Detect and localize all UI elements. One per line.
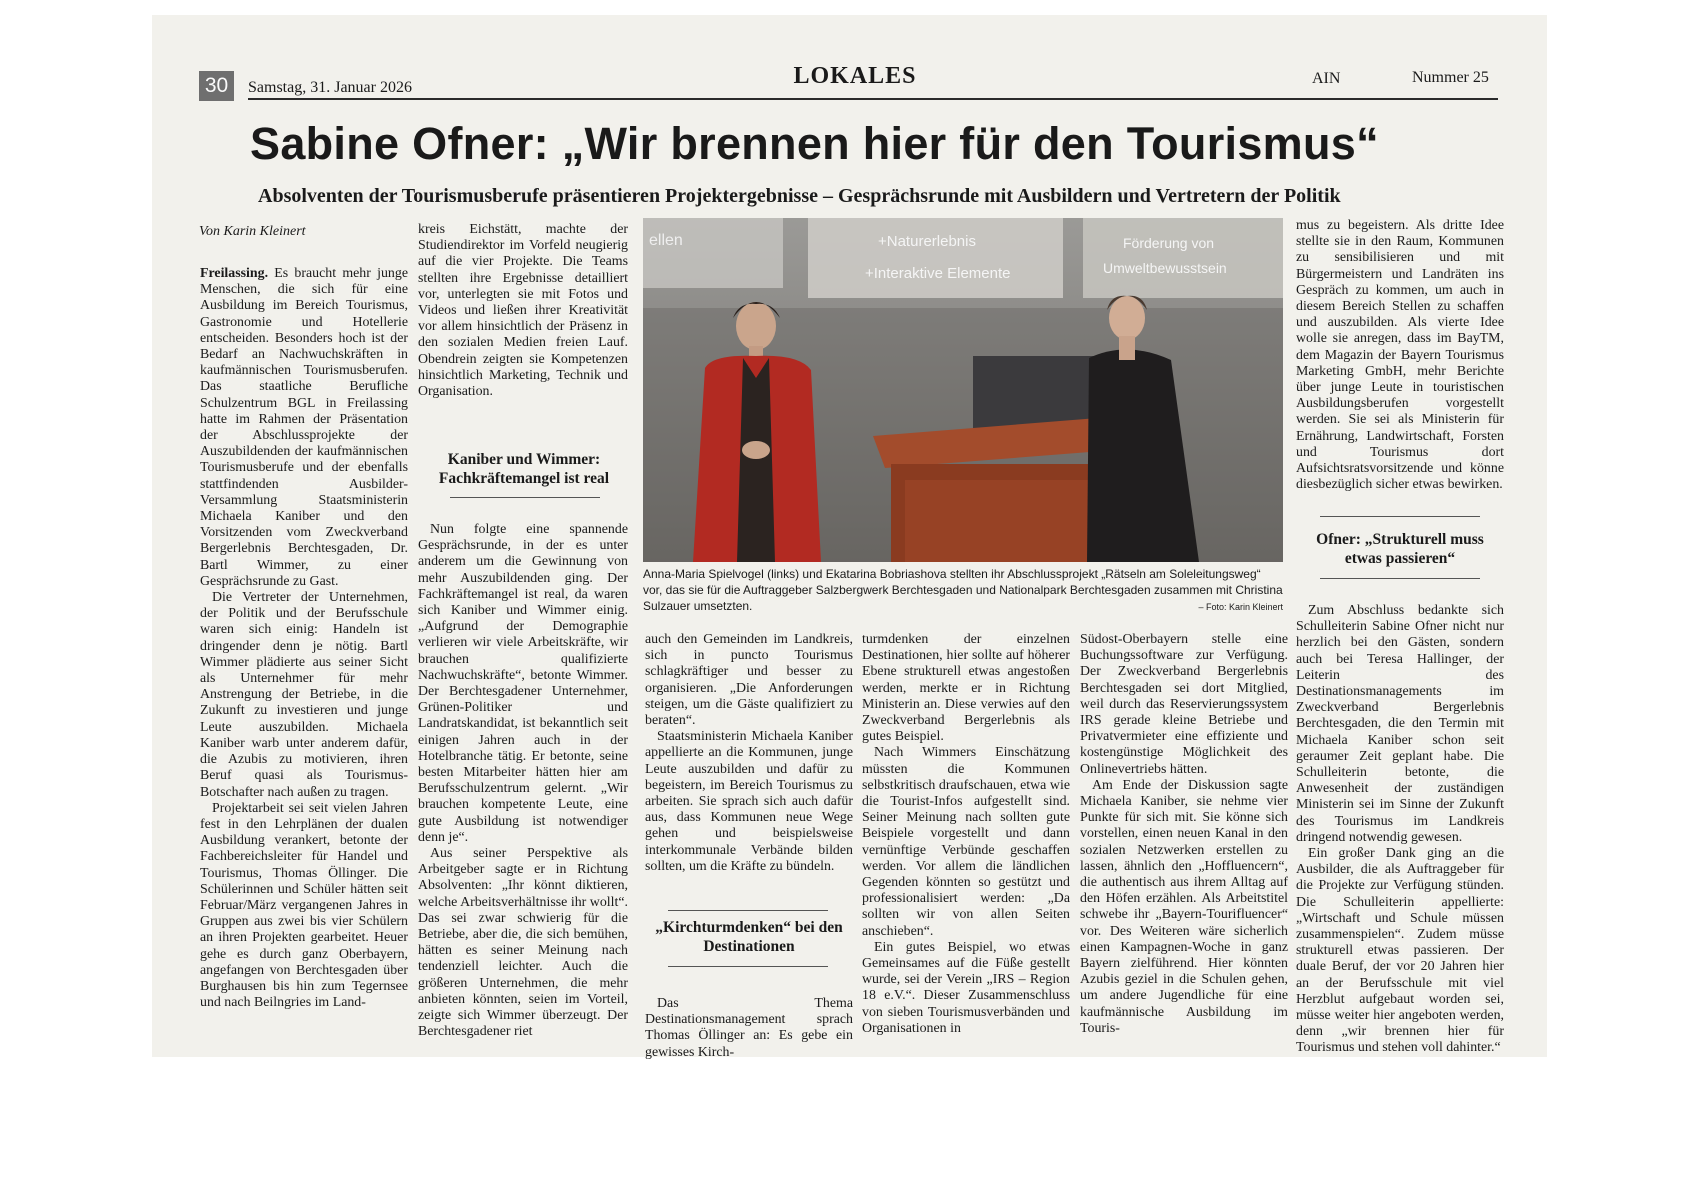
paragraph: Die Vertreter der Unternehmen, der Politik und der Berufsschule waren sich einig: Handeln ist dringender denn je nötig. Bartl Wimmer plädierte aus seiner Sicht als Unternehmer für mehr Anstrengung der Betriebe, in die Zukunft zu investieren und junge Leute auszubilden. Michaela Kaniber warb unter anderem dafür, die Azubis zu motivieren, ihren Beruf quasi als Tourismus-Botschafter nach außen zu tragen. <box>200 590 408 800</box>
subheading-rule <box>450 497 600 498</box>
paragraph: Nach Wimmers Einschätzung müssten die Kommunen selbstkritisch draufschauen, etwa wie die Tourist-Infos aufgestellt sind. Seiner Meinung nach sollten gute Beispiele vorgestellt und dann vernünftige Verbünde geschaffen werden. Vor allem die ländlichen Gegenden könnten so gestützt und professionalisiert werden: „Da sollten wir von allen Seiten anschieben“. <box>862 745 1070 939</box>
projection-screen-center <box>808 218 1063 298</box>
photo-credit: – Foto: Karin Kleinert <box>1198 602 1283 612</box>
photo-caption: Anna-Maria Spielvogel (links) und Ekatarina Bobriashova stellten ihr Abschlussprojekt „Rätseln am Soleleitungsweg“ vor, das sie für die Auftraggeber Salzbergwerk Berchtesgaden und Nationalpark Berchtesgaden zusammen mit Christina Sulzauer umsetzten. <box>643 567 1283 613</box>
slide-text: Förderung von <box>1123 235 1215 251</box>
paragraph: Südost-Oberbayern stelle eine Buchungssoftware zur Verfügung. Der Zweckverband Bergerlebnis Berchtesgaden sei dort Mitglied, weil durch das Reservierungssystem IRS gerade kleine Betriebe und Privatvermieter eine effiziente und kostengünstige Möglichkeit des Onlinevertriebs hätten. <box>1080 632 1288 777</box>
paragraph: Aus seiner Perspektive als Arbeitgeber sagte er in Richtung Absolventen: „Ihr könnt diktieren, welche Arbeitsverhältnisse ihr wollt“. Das sei zwar schwierig für die Betriebe, aber die, die sich bemühen, hätten es seiner Meinung nach tendenziell leichter. Auch die größeren Unternehmen, die mehr anbieten könnten, seien im Vorteil, zeigte sich Wimmer überzeugt. Der Berchtesgadener riet <box>418 846 628 1040</box>
edition-label: AIN <box>1312 70 1341 87</box>
slide-text: ellen <box>649 232 683 249</box>
paragraph: Projektarbeit sei seit vielen Jahren fest in den Lehrplänen der dualen Ausbildung verankert, betonte der Fachbereichsleiter für Handel und Tourismus, Thomas Öllinger. Die Schülerinnen und Schüler hätten seit Februar/März vergangenen Jahres in Gruppen aus zwei bis vier Schülern an ihren Projekten gearbeitet. Heuer gehe es durch ganz Oberbayern, angefangen von Berchtesgaden über Burghausen bis hin zum Tegernsee und nach Beilngries im Land- <box>200 800 408 1011</box>
paragraph: turmdenken der einzelnen Destinationen, hier sollte auf höherer Ebene strukturell etwas angestoßen werden, merkte er in Richtung Ministerin an. Diese verwies auf den Zweckverband Bergerlebnis als gutes Beispiel. <box>862 632 1070 745</box>
subheading-kaniber-wimmer: Kaniber und Wimmer: Fachkräftemangel ist real <box>438 451 610 487</box>
article-column-4 <box>862 632 1070 1037</box>
paragraph: mus zu begeistern. Als dritte Idee stellte sie in den Raum, Kommunen zu sensibilisieren und mit Bürgermeistern und Landräten ins Gespräch zu kommen, um auch in diesem Bereich Stellen zu schaffen und auszubilden. Als vierte Idee wolle sie anregen, dass im BayTM, dem Magazin der Bayern Tourismus Marketing GmbH, mehr Berichte über junge Leute in touristischen Ausbildungsberufen vorgestellt werden. Sie sei als Ministerin für Ernährung, Landwirtschaft, Forsten und Tourismus dort Aufsichtsratsvorsitzende und könne diesbezüglich sicher etwas bewirken. <box>1296 218 1504 493</box>
article-column-5 <box>1080 632 1288 1037</box>
article-column-2b <box>418 522 628 1041</box>
article-headline: Sabine Ofner: „Wir brennen hier für den Tourismus“ <box>250 118 1379 169</box>
subheading-rule <box>1320 516 1480 517</box>
article-column-2a <box>418 222 628 400</box>
paragraph <box>200 266 408 590</box>
issue-date: Samstag, 31. Januar 2026 <box>248 79 412 96</box>
paragraph: Ein großer Dank ging an die Ausbilder, die als Auftraggeber für die Projekte zur Verfügung stünden. Die Schulleiterin appellierte: „Wirtschaft und Schule müssen zusammenspielen“. Zudem müsse strukturell etwas passieren. Der duale Beruf, der vor 20 Jahren hier an der Berufsschule mit viel Herzblut aufgebaut worden sei, müsse weiter hier angeboten werden, denn „wir brennen hier für Tourismus und stehen voll dahinter.“ <box>1296 846 1504 1056</box>
paragraph: auch den Gemeinden im Landkreis, sich in puncto Tourismus schlagkräftiger und besser zu organisieren. „Die Anforderungen steigen, um die Gäste qualifiziert zu beraten“. <box>645 632 853 729</box>
header-divider <box>248 98 1498 100</box>
photo-scene <box>643 218 1283 562</box>
article-photo <box>643 218 1283 562</box>
paragraph: Nun folgte eine spannende Gesprächsrunde, in der es unter anderem um die Gewinnung von mehr Auszubildenden ging. Der Fachkräftemangel ist real, da waren sich Kaniber und Wimmer einig. „Aufgrund der Demographie verlieren wir viele Arbeitskräfte, wir brauchen qualifizierte Nachwuchskräfte“, betonte Wimmer. Der Berchtesgadener Unternehmer, Grünen-Politiker und Landratskandidat, ist bekanntlich seit einigen Jahren auch in der Hotelbranche tätig. Er betonte, seine besten Mitarbeiter hätten hier am Berufsschulzentrum gelernt. „Wir brauchen kompetente Leute, eine gute Ausbildung ist notwendiger denn je“. <box>418 522 628 845</box>
article-byline: Von Karin Kleinert <box>199 224 306 239</box>
article-column-3a <box>645 632 853 875</box>
paragraph: Ein gutes Beispiel, wo etwas Gemeinsames auf die Füße gestellt wurde, sei der Verein „IRS – Region 18 e.V.“. Dieser Zusammenschluss von sieben Tourismusverbänden und Organisationen in <box>862 939 1070 1036</box>
subheading-kirchturmdenken: „Kirchturmdenken“ bei den Destinationen <box>655 919 843 955</box>
subheading-ofner: Ofner: „Strukturell muss etwas passieren“ <box>1316 531 1484 567</box>
subheading-rule <box>668 966 828 967</box>
paragraph: Staatsministerin Michaela Kaniber appellierte an die Kommunen, junge Leute auszubilden und dafür zu begeistern, im Bereich Tourismus zu arbeiten. Sie sprach sich auch dafür aus, dass Kommunen neue Wege gehen und beispielsweise interkommunale Verbände bilden sollten, um die Kräfte zu bündeln. <box>645 729 853 874</box>
article-column-6b <box>1296 603 1504 1057</box>
paragraph: Am Ende der Diskussion sagte Michaela Kaniber, sie nehme vier Punkte für sich mit. Sie könne sich vorstellen, einen neuen Kanal in den sozialen Netzwerken erstellen zu lassen, ähnlich den „Hoffluencern“, die authentisch aus ihrem Alltag auf den Höfen erzählen. Als Arbeitstitel schwebe ihr „Bayern-Tourifluencer“ vor. Des Weiteren wäre sicherlich einen Kampagnen-Woche in ganz Bayern zielführend. Hier könnten Azubis geziel in die Schulen gehen, um andere Jugendliche für eine kaufmännische Ausbildung im Touris- <box>1080 777 1288 1036</box>
slide-text: Umweltbewusstsein <box>1103 260 1227 276</box>
page-number: 30 <box>199 71 234 101</box>
issue-number: Nummer 25 <box>1412 69 1489 86</box>
article-subheadline: Absolventen der Tourismusberufe präsentieren Projektergebnisse – Gesprächsrunde mit Ausbildern und Vertretern der Politik <box>258 185 1341 207</box>
paragraph-text: Es braucht mehr junge Menschen, die sich für eine Ausbildung im Bereich Tourismus, Gastronomie und Hotellerie entscheiden. Besonders hoch ist der Bedarf an Nachwuchskräften in kaufmännischen Tourismusberufen. Das staatliche Berufliche Schulzentrum BGL in Freilassing hatte im Rahmen der Präsentation der Abschlussprojekte der Auszubildenden der kaufmännischen Tourismusberufe und der ebenfalls stattfindenden Ausbilder-Versammlung Staatsministerin Michaela Kaniber und den Vorsitzenden vom Zweckverband Bergerlebnis Berchtesgaden, Dr. Bartl Wimmer, zu einer Gesprächsrunde zu Gast. <box>200 266 408 589</box>
paragraph: Das Thema Destinationsmanagement sprach Thomas Öllinger an: Es gebe ein gewisses Kirch- <box>645 996 853 1060</box>
paragraph: kreis Eichstätt, machte der Studiendirektor im Vorfeld neugierig auf die vier Projekte. Die Teams stellten ihre Ergebnisse detailliert vor, unterlegten sie mit Fotos und Videos und ließen ihrer Kreativität vor allem hinsichtlich der Präsenz in den sozialen Medien freien Lauf. Obendrein zeigten sie Kompetenzen hinsichtlich Marketing, Technik und Organisation. <box>418 222 628 400</box>
projection-screen-right <box>1083 218 1283 298</box>
paragraph: Zum Abschluss bedankte sich Schulleiterin Sabine Ofner nicht nur herzlich bei den Gästen, sondern auch bei Teresa Hallinger, der Leiterin des Destinationsmanagements im Zweckverband Bergerlebnis Berchtesgaden, die den Termin mit Michaela Kaniber schon seit geraumer Zeit geplant habe. Die Schulleiterin betonte, die Anwesenheit der zuständigen Ministerin sei im Sinne der Zukunft des Tourismus im Landkreis dringend notwendig gewesen. <box>1296 603 1504 845</box>
subheading-rule <box>668 910 828 911</box>
article-column-1 <box>200 266 408 1011</box>
article-column-6a <box>1296 218 1504 493</box>
slide-text: +Interaktive Elemente <box>865 265 1011 282</box>
slide-text: +Naturerlebnis <box>878 233 976 250</box>
dateline: Freilassing. <box>200 266 269 281</box>
projection-screen-left <box>643 218 783 288</box>
section-title: LOKALES <box>793 63 917 89</box>
subheading-rule <box>1320 578 1480 579</box>
article-column-3b <box>645 996 853 1061</box>
